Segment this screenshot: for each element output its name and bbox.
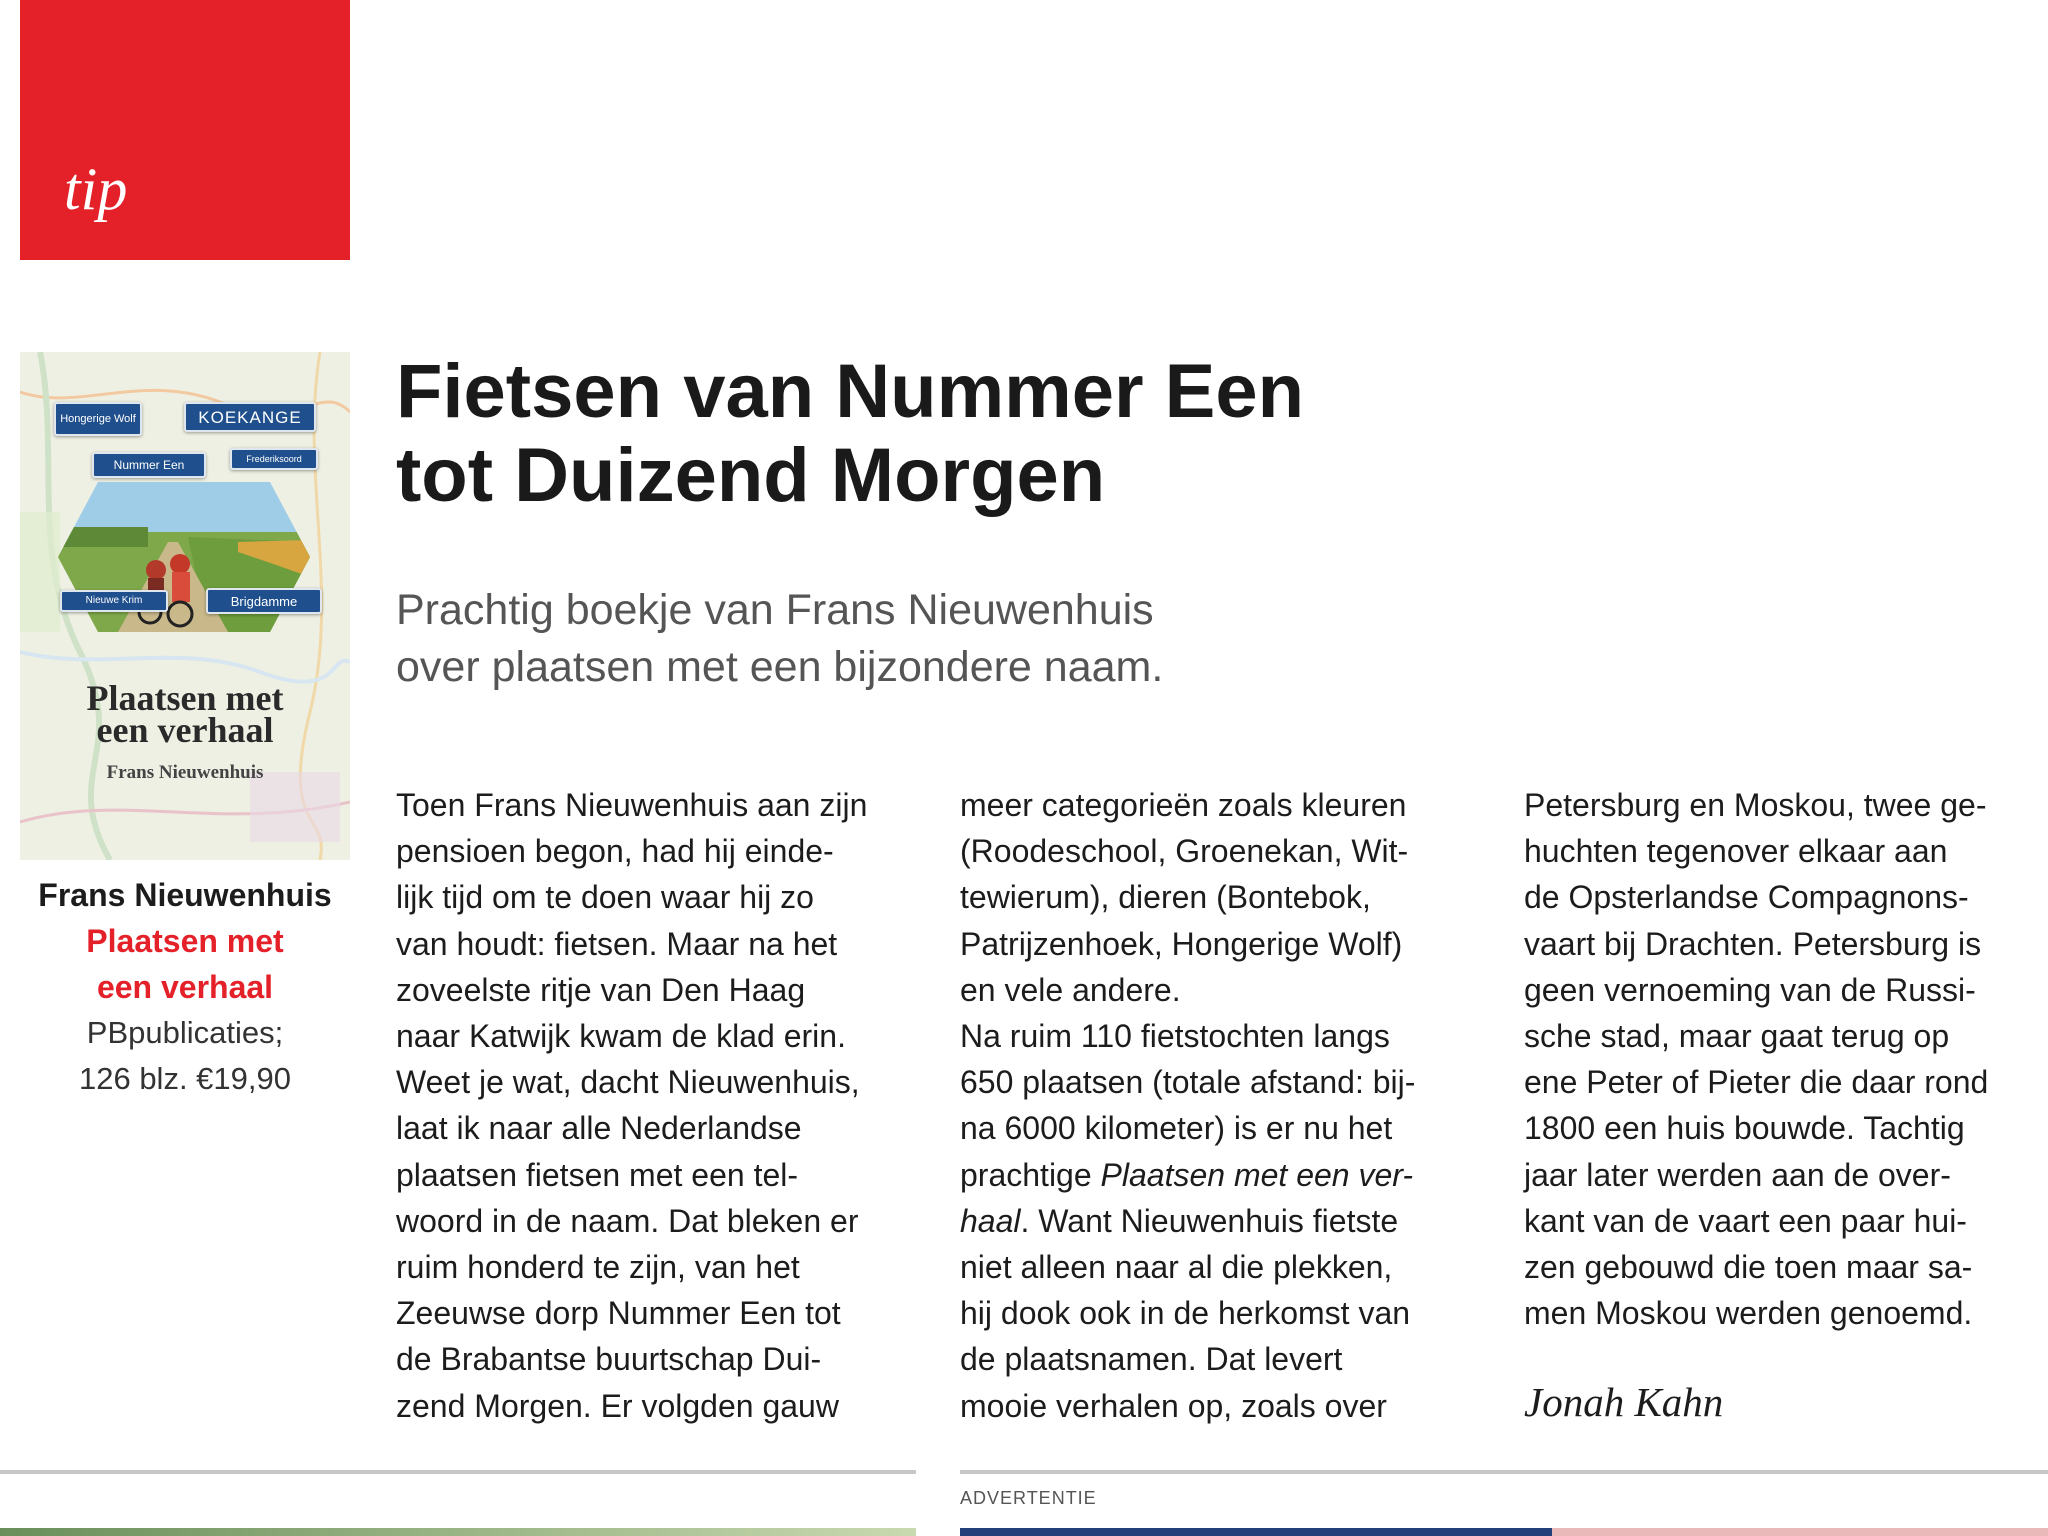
body-line: sche stad, maar gaat terug op [1524,1018,1950,1055]
divider-right [960,1470,2048,1474]
body-line: plaatsen fietsen met een tel- [396,1156,799,1193]
ad-strip-left [0,1528,916,1536]
caption-publisher: PBpublicaties; [86,1015,284,1050]
tip-label: tip [64,156,128,222]
sign-nummer-een: Nummer Een [92,452,206,478]
book-title-italic: haal [960,1202,1021,1239]
body-line: lijk tijd om te doen waar hij zo [396,879,814,916]
body-line: Toen Frans Nieuwenhuis aan zijn [396,787,868,823]
body-line: ene Peter of Pieter die daar rond [1524,1064,1989,1101]
body-line: en vele andere. [960,971,1181,1008]
body-column-3 [1524,782,2048,1336]
advertisement-label: ADVERTENTIE [960,1488,1097,1508]
body-line: na 6000 kilometer) is er nu het [960,1110,1393,1147]
body-line: huchten tegenover elkaar aan [1524,833,1948,870]
body-line: men Moskou werden genoemd. [1524,1295,1973,1332]
author-byline: Jonah Kahn [1524,1379,1724,1425]
body-line: Na ruim 110 fietstochten langs [960,1018,1390,1055]
body-line: Patrijzenhoek, Hongerige Wolf) [960,925,1403,962]
sign-koekange: KOEKANGE [184,402,316,432]
body-line: hij dook ook in de herkomst van [960,1295,1411,1332]
body-line: 1800 een huis bouwde. Tachtig [1524,1110,1965,1147]
body-line: woord in de naam. Dat bleken er [396,1202,859,1239]
book-cover-image [20,352,350,860]
body-line: tewierum), dieren (Bontebok, [960,879,1371,916]
divider-left [0,1470,916,1474]
body-column-1 [396,782,936,1429]
body-line: jaar later werden aan de over- [1524,1156,1951,1193]
sign-hongerige-wolf: Hongerige Wolf [54,402,142,436]
body-line: niet alleen naar al die plekken, [960,1249,1393,1286]
cover-title-line: Plaatsen met [86,678,284,718]
sign-frederiksoord: Frederiksoord [230,448,318,470]
article-subhead [396,582,1396,696]
body-line: Zeeuwse dorp Nummer Een tot [396,1295,841,1332]
tip-block [20,0,350,260]
body-line: de Brabantse buurtschap Dui- [396,1341,822,1378]
body-line: laat ik naar alle Nederlandse [396,1110,802,1147]
body-line: zend Morgen. Er volgden gauw [396,1387,839,1424]
body-line: de Opsterlandse Compagnons- [1524,879,1969,916]
cover-author: Frans Nieuwenhuis [106,762,264,783]
cover-title [20,678,350,750]
body-line: vaart bij Drachten. Petersburg is [1524,925,1982,962]
body-line: de plaatsnamen. Dat levert [960,1341,1343,1378]
book-title-italic: Plaatsen met een ver- [1100,1156,1413,1193]
caption-author: Frans Nieuwenhuis [38,877,332,913]
body-text: . Want Nieuwenhuis fietste [1020,1202,1399,1239]
body-line: meer categorieën zoals kleuren [960,787,1407,823]
body-column-2 [960,782,1500,1429]
body-line: geen vernoeming van de Russi- [1524,971,1976,1008]
body-line [960,1198,1500,1244]
cover-title-line: een verhaal [96,710,274,750]
body-line: (Roodeschool, Groenekan, Wit- [960,833,1409,870]
body-line: naar Katwijk kwam de klad erin. [396,1018,846,1055]
headline-line: tot Duizend Morgen [396,433,1106,518]
sign-nieuwe-krim: Nieuwe Krim [60,590,168,612]
body-text: prachtige [960,1156,1101,1193]
book-caption [20,872,350,1102]
body-line: ruim honderd te zijn, van het [396,1249,800,1286]
body-line: 650 plaatsen (totale afstand: bij- [960,1064,1416,1101]
headline-line: Fietsen van Nummer Een [396,349,1305,434]
body-line [960,1152,1500,1198]
ad-strip-right [960,1528,1552,1536]
body-line: kant van de vaart een paar hui- [1524,1202,1967,1239]
caption-price: 126 blz. €19,90 [78,1061,291,1096]
body-line: Petersburg en Moskou, twee ge- [1524,787,1987,823]
subhead-line: Prachtig boekje van Frans Nieuwenhuis [396,586,1154,634]
body-line: van houdt: fietsen. Maar na het [396,925,838,962]
sign-brigdamme: Brigdamme [206,588,322,614]
article-headline [396,350,1396,518]
caption-book-title-line: Plaatsen met [86,923,284,959]
body-line: zen gebouwd die toen maar sa- [1524,1249,1973,1286]
body-line: zoveelste ritje van Den Haag [396,971,806,1008]
subhead-line: over plaatsen met een bijzondere naam. [396,643,1164,691]
ad-strip-far-right [1552,1528,2048,1536]
body-line: pensioen begon, had hij einde- [396,833,834,870]
body-line: mooie verhalen op, zoals over [960,1387,1387,1424]
caption-book-title-line: een verhaal [96,969,274,1005]
body-line: Weet je wat, dacht Nieuwenhuis, [396,1064,860,1101]
